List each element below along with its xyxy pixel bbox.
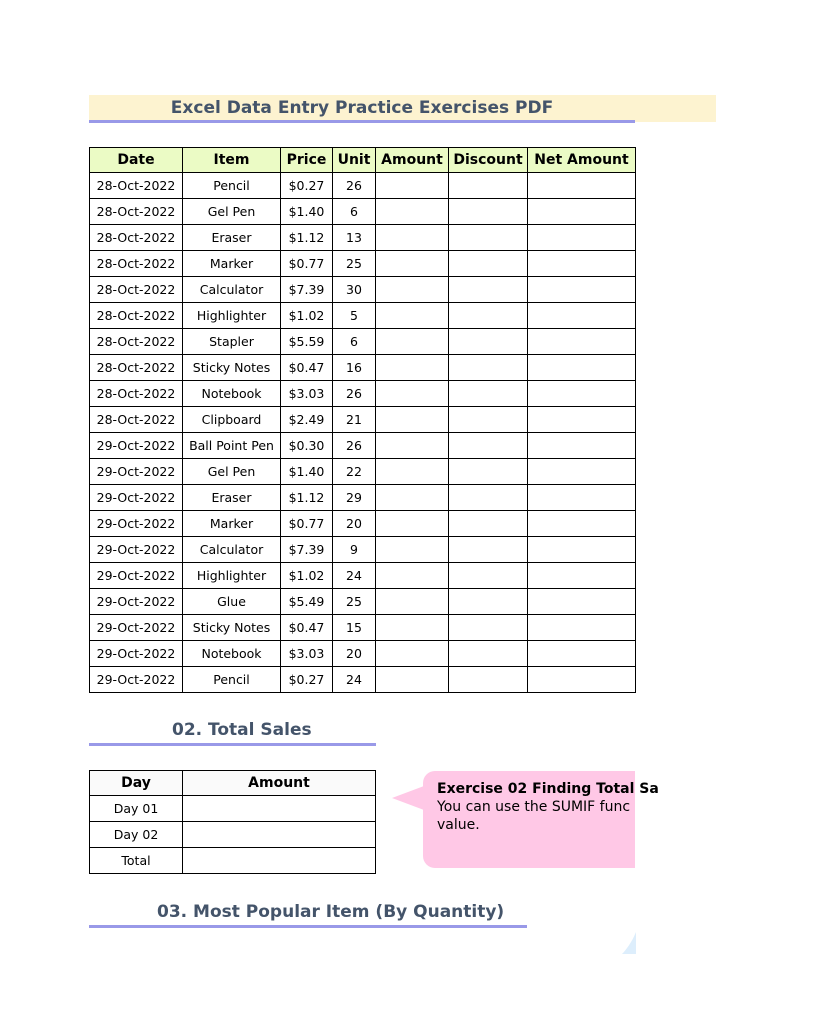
cell-discount	[449, 355, 528, 381]
cell-item: Sticky Notes	[183, 615, 281, 641]
cell-price: $0.30	[281, 433, 333, 459]
cell-amount	[376, 641, 449, 667]
cell-item: Eraser	[183, 485, 281, 511]
cell-discount	[449, 329, 528, 355]
table-row	[90, 485, 636, 511]
cell-discount	[449, 433, 528, 459]
cell-price: $0.77	[281, 251, 333, 277]
header-day: Day	[90, 771, 183, 796]
cell-price: $0.77	[281, 511, 333, 537]
header-date: Date	[90, 148, 183, 173]
cell-item: Ball Point Pen	[183, 433, 281, 459]
cell-price: $0.27	[281, 667, 333, 693]
cell-date: 28-Oct-2022	[90, 173, 183, 199]
callout-pointer	[392, 786, 424, 810]
cell-date: 28-Oct-2022	[90, 355, 183, 381]
cell-date: 29-Oct-2022	[90, 667, 183, 693]
cell-day: Day 01	[90, 796, 183, 822]
cell-amount	[376, 277, 449, 303]
cell-net-amount	[528, 225, 636, 251]
table-row	[90, 615, 636, 641]
section-total-sales-underline	[89, 743, 376, 746]
cell-item: Notebook	[183, 381, 281, 407]
cell-amount	[183, 848, 376, 874]
table-row	[90, 511, 636, 537]
cell-date: 28-Oct-2022	[90, 225, 183, 251]
cell-date: 28-Oct-2022	[90, 407, 183, 433]
cell-unit: 20	[333, 511, 376, 537]
cell-amount	[376, 459, 449, 485]
cell-discount	[449, 199, 528, 225]
table-row	[90, 459, 636, 485]
table-row	[90, 329, 636, 355]
cell-amount	[376, 251, 449, 277]
cell-price: $1.12	[281, 485, 333, 511]
table-row	[90, 848, 376, 874]
cell-price: $1.40	[281, 199, 333, 225]
callout-line: You can use the SUMIF func	[437, 799, 631, 815]
header-net-amount: Net Amount	[528, 148, 636, 173]
cell-discount	[449, 641, 528, 667]
cell-amount	[376, 667, 449, 693]
cell-item: Highlighter	[183, 563, 281, 589]
cell-discount	[449, 251, 528, 277]
header-discount: Discount	[449, 148, 528, 173]
cell-discount	[449, 563, 528, 589]
callout-line: value.	[437, 817, 480, 833]
cell-price: $0.27	[281, 173, 333, 199]
cell-unit: 26	[333, 433, 376, 459]
cell-date: 29-Oct-2022	[90, 563, 183, 589]
cell-discount	[449, 303, 528, 329]
cell-amount	[376, 199, 449, 225]
cell-price: $0.47	[281, 355, 333, 381]
table-row	[90, 822, 376, 848]
cell-amount	[183, 796, 376, 822]
header-amount: Amount	[183, 771, 376, 796]
cell-unit: 13	[333, 225, 376, 251]
header-item: Item	[183, 148, 281, 173]
cell-amount	[376, 511, 449, 537]
cell-discount	[449, 537, 528, 563]
cell-amount	[376, 433, 449, 459]
cell-price: $1.02	[281, 303, 333, 329]
cell-amount	[376, 485, 449, 511]
cell-net-amount	[528, 381, 636, 407]
cell-net-amount	[528, 329, 636, 355]
cell-unit: 22	[333, 459, 376, 485]
cell-unit: 25	[333, 589, 376, 615]
cell-date: 29-Oct-2022	[90, 433, 183, 459]
cell-net-amount	[528, 537, 636, 563]
section-total-sales-title: 02. Total Sales	[172, 720, 312, 740]
table-row	[90, 537, 636, 563]
page-title: Excel Data Entry Practice Exercises PDF	[170, 97, 554, 118]
cell-unit: 9	[333, 537, 376, 563]
cell-day: Total	[90, 848, 183, 874]
cell-discount	[449, 485, 528, 511]
cell-item: Pencil	[183, 667, 281, 693]
cell-unit: 24	[333, 667, 376, 693]
cell-discount	[449, 667, 528, 693]
cell-amount	[376, 537, 449, 563]
cell-price: $3.03	[281, 381, 333, 407]
cell-item: Marker	[183, 511, 281, 537]
cell-item: Calculator	[183, 537, 281, 563]
cell-date: 29-Oct-2022	[90, 537, 183, 563]
cell-date: 28-Oct-2022	[90, 277, 183, 303]
cell-unit: 6	[333, 329, 376, 355]
table-row	[90, 563, 636, 589]
cell-net-amount	[528, 173, 636, 199]
cell-amount	[376, 303, 449, 329]
cell-unit: 29	[333, 485, 376, 511]
cell-net-amount	[528, 277, 636, 303]
cell-date: 29-Oct-2022	[90, 641, 183, 667]
cell-date: 28-Oct-2022	[90, 329, 183, 355]
decorative-shape	[614, 932, 636, 954]
table-row	[90, 407, 636, 433]
cell-net-amount	[528, 511, 636, 537]
cell-date: 29-Oct-2022	[90, 511, 183, 537]
cell-date: 29-Oct-2022	[90, 615, 183, 641]
cell-date: 29-Oct-2022	[90, 485, 183, 511]
cell-amount	[376, 225, 449, 251]
cell-date: 28-Oct-2022	[90, 303, 183, 329]
cell-amount	[376, 563, 449, 589]
cell-discount	[449, 407, 528, 433]
cell-item: Clipboard	[183, 407, 281, 433]
cell-amount	[376, 615, 449, 641]
cell-net-amount	[528, 641, 636, 667]
cell-unit: 6	[333, 199, 376, 225]
cell-unit: 15	[333, 615, 376, 641]
cell-item: Stapler	[183, 329, 281, 355]
table-row	[90, 225, 636, 251]
cell-price: $1.40	[281, 459, 333, 485]
cell-unit: 5	[333, 303, 376, 329]
cell-unit: 24	[333, 563, 376, 589]
cell-discount	[449, 381, 528, 407]
table-header-row	[90, 148, 636, 173]
section-popular-item-title: 03. Most Popular Item (By Quantity)	[157, 902, 505, 922]
cell-net-amount	[528, 485, 636, 511]
cell-price: $2.49	[281, 407, 333, 433]
cell-net-amount	[528, 355, 636, 381]
cell-net-amount	[528, 433, 636, 459]
cell-unit: 25	[333, 251, 376, 277]
cell-amount	[376, 173, 449, 199]
cell-unit: 21	[333, 407, 376, 433]
cell-net-amount	[528, 407, 636, 433]
table-row	[90, 355, 636, 381]
cell-price: $5.49	[281, 589, 333, 615]
table-row	[90, 303, 636, 329]
cell-amount	[376, 355, 449, 381]
table-row	[90, 641, 636, 667]
cell-net-amount	[528, 667, 636, 693]
cell-date: 28-Oct-2022	[90, 381, 183, 407]
section-popular-item-underline	[89, 925, 527, 928]
cell-item: Sticky Notes	[183, 355, 281, 381]
total-sales-table	[89, 770, 376, 874]
cell-net-amount	[528, 589, 636, 615]
cell-price: $3.03	[281, 641, 333, 667]
table-row	[90, 251, 636, 277]
cell-net-amount	[528, 615, 636, 641]
table-header-row	[90, 771, 376, 796]
cell-amount	[376, 329, 449, 355]
cell-net-amount	[528, 563, 636, 589]
cell-price: $7.39	[281, 277, 333, 303]
cell-date: 28-Oct-2022	[90, 199, 183, 225]
cell-item: Eraser	[183, 225, 281, 251]
cell-amount	[376, 407, 449, 433]
cell-discount	[449, 615, 528, 641]
cell-discount	[449, 511, 528, 537]
cell-date: 29-Oct-2022	[90, 459, 183, 485]
cell-unit: 16	[333, 355, 376, 381]
cell-price: $7.39	[281, 537, 333, 563]
table-row	[90, 381, 636, 407]
cell-net-amount	[528, 251, 636, 277]
cell-day: Day 02	[90, 822, 183, 848]
cell-unit: 30	[333, 277, 376, 303]
cell-date: 28-Oct-2022	[90, 251, 183, 277]
header-price: Price	[281, 148, 333, 173]
table-row	[90, 667, 636, 693]
cell-unit: 26	[333, 173, 376, 199]
title-underline	[89, 120, 635, 123]
cell-unit: 26	[333, 381, 376, 407]
cell-item: Glue	[183, 589, 281, 615]
cell-discount	[449, 173, 528, 199]
table-row	[90, 589, 636, 615]
cell-price: $0.47	[281, 615, 333, 641]
cell-item: Highlighter	[183, 303, 281, 329]
table-row	[90, 199, 636, 225]
cell-price: $1.02	[281, 563, 333, 589]
cell-item: Notebook	[183, 641, 281, 667]
cell-discount	[449, 589, 528, 615]
cell-discount	[449, 225, 528, 251]
table-row	[90, 173, 636, 199]
callout-title: Exercise 02 Finding Total Sa	[437, 781, 659, 797]
sales-data-table	[89, 147, 636, 693]
cell-amount	[376, 381, 449, 407]
table-row	[90, 433, 636, 459]
cell-item: Pencil	[183, 173, 281, 199]
cell-net-amount	[528, 303, 636, 329]
cell-date: 29-Oct-2022	[90, 589, 183, 615]
header-amount: Amount	[376, 148, 449, 173]
cell-price: $1.12	[281, 225, 333, 251]
cell-item: Marker	[183, 251, 281, 277]
table-row	[90, 277, 636, 303]
cell-amount	[183, 822, 376, 848]
cell-price: $5.59	[281, 329, 333, 355]
cell-discount	[449, 459, 528, 485]
cell-item: Gel Pen	[183, 199, 281, 225]
cell-item: Calculator	[183, 277, 281, 303]
header-unit: Unit	[333, 148, 376, 173]
cell-amount	[376, 589, 449, 615]
cell-unit: 20	[333, 641, 376, 667]
cell-net-amount	[528, 459, 636, 485]
exercise-callout	[423, 771, 659, 868]
table-row	[90, 796, 376, 822]
cell-discount	[449, 277, 528, 303]
cell-item: Gel Pen	[183, 459, 281, 485]
cell-net-amount	[528, 199, 636, 225]
